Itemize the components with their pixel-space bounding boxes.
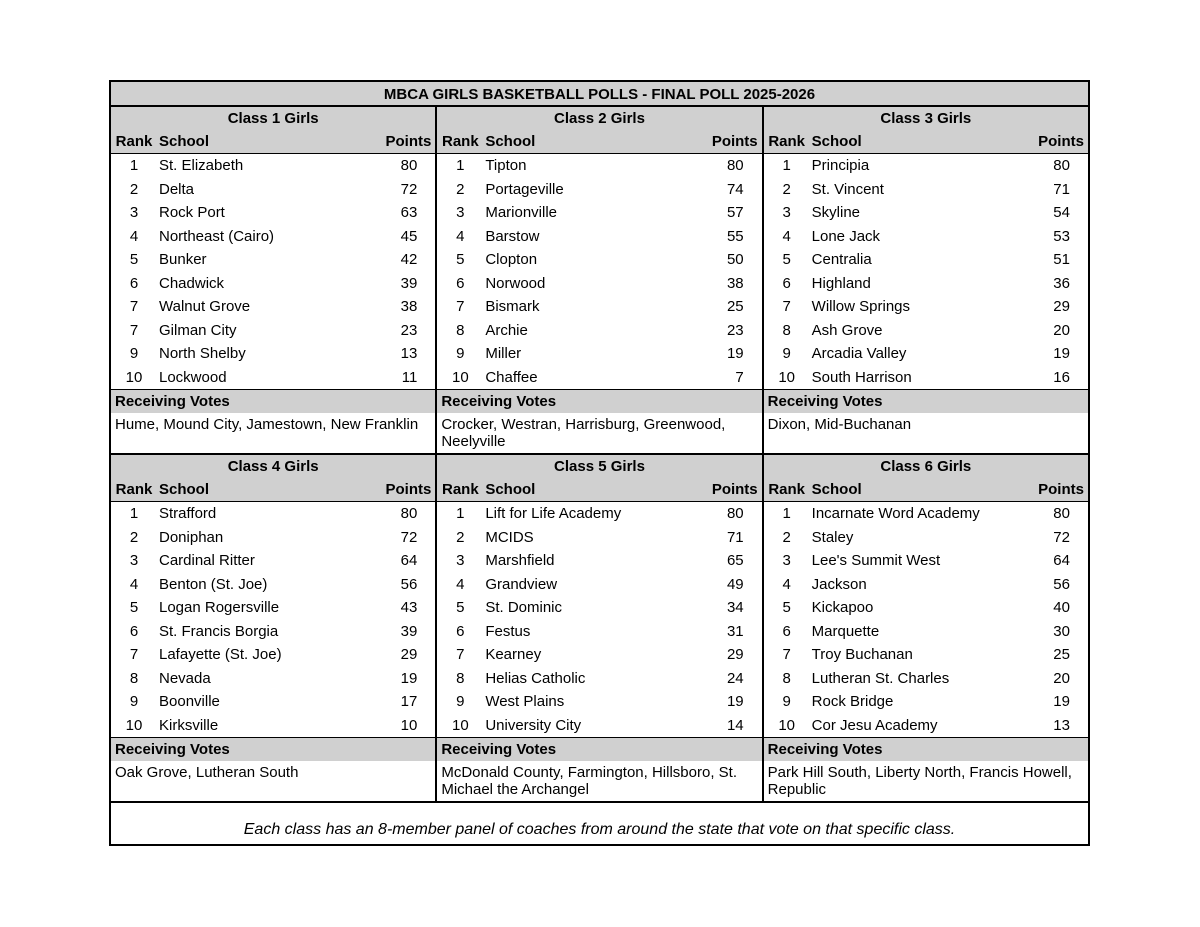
ranking-row [111, 596, 435, 620]
points-cell: 54 [1053, 204, 1070, 221]
ranking-row [111, 366, 435, 390]
points-cell: 10 [400, 716, 418, 734]
points-cell: 19 [1053, 345, 1070, 362]
column-header [764, 130, 1088, 154]
school-cell: Arcadia Valley [811, 345, 907, 362]
ranking-row [764, 620, 1088, 644]
ranking-row [111, 526, 435, 550]
rank-cell: 7 [456, 298, 465, 315]
school-cell: Lutheran St. Charles [811, 669, 950, 687]
rank-cell: 3 [782, 204, 791, 221]
ranking-row [764, 643, 1088, 667]
rank-cell: 2 [456, 528, 465, 546]
ranking-row [111, 225, 435, 249]
class-column [437, 455, 763, 801]
school-cell: Lafayette (St. Joe) [159, 646, 282, 663]
school-header: School [485, 133, 536, 150]
school-header: School [159, 481, 210, 498]
ranking-row [764, 690, 1088, 714]
points-cell: 49 [726, 575, 744, 593]
ranking-row [111, 667, 435, 691]
class-title: Class 4 Girls [111, 455, 435, 478]
class-title: Class 5 Girls [437, 455, 761, 478]
rank-cell: 6 [456, 622, 465, 640]
ranking-row [764, 248, 1088, 272]
points-cell: 40 [1053, 599, 1070, 616]
ranking-row [111, 342, 435, 366]
school-cell: Grandview [485, 575, 558, 593]
points-cell: 23 [400, 321, 418, 339]
ranking-row [111, 620, 435, 644]
points-header: Points [385, 133, 432, 150]
rank-cell: 9 [456, 345, 465, 362]
receiving-votes-list: McDonald County, Farmington, Hillsboro, St. Michael the Archangel [441, 764, 737, 798]
school-header: School [811, 481, 862, 498]
rank-cell: 7 [129, 646, 139, 663]
poll-title: MBCA GIRLS BASKETBALL POLLS - FINAL POLL 2025-2026 [111, 82, 1088, 107]
school-header: School [159, 133, 210, 150]
rank-cell: 10 [778, 716, 795, 734]
points-cell: 34 [726, 599, 744, 616]
school-cell: Bismark [485, 298, 540, 315]
points-cell: 64 [1053, 552, 1070, 569]
rank-cell: 1 [782, 505, 791, 522]
rank-cell: 4 [129, 227, 139, 245]
rank-cell: 4 [782, 575, 791, 593]
school-cell: Lockwood [159, 368, 227, 386]
receiving-votes-label: Receiving Votes [111, 389, 435, 413]
ranking-row [437, 154, 761, 178]
ranking-row [764, 549, 1088, 573]
school-cell: South Harrison [811, 368, 912, 386]
school-cell: St. Dominic [485, 599, 563, 616]
points-cell: 80 [1053, 157, 1070, 174]
points-cell: 39 [400, 274, 418, 292]
class-title: Class 2 Girls [437, 107, 761, 130]
ranking-row [111, 502, 435, 526]
points-cell: 55 [726, 227, 744, 245]
points-header: Points [385, 481, 432, 498]
points-cell: 25 [726, 298, 744, 315]
points-cell: 80 [400, 157, 418, 174]
points-cell: 72 [400, 180, 418, 198]
school-cell: Incarnate Word Academy [811, 505, 980, 522]
points-cell: 64 [400, 552, 418, 569]
points-cell: 71 [1053, 180, 1070, 198]
points-cell: 57 [726, 204, 744, 221]
rank-header: Rank [115, 133, 153, 150]
points-cell: 13 [1053, 716, 1070, 734]
rank-cell: 10 [125, 368, 143, 386]
ranking-row [111, 714, 435, 738]
points-cell: 29 [726, 646, 744, 663]
rank-cell: 9 [782, 693, 791, 710]
rank-cell: 7 [782, 298, 791, 315]
rank-cell: 10 [778, 368, 795, 386]
school-cell: Kirksville [159, 716, 219, 734]
ranking-row [111, 248, 435, 272]
points-header: Points [1038, 481, 1084, 498]
points-cell: 56 [400, 575, 418, 593]
points-cell: 71 [726, 528, 744, 546]
school-cell: Bunker [159, 251, 207, 268]
column-header [437, 478, 761, 502]
rank-cell: 8 [129, 669, 139, 687]
ranking-row [111, 154, 435, 178]
rank-cell: 9 [456, 693, 465, 710]
points-cell: 72 [400, 528, 418, 546]
points-cell: 43 [400, 599, 418, 616]
school-cell: Barstow [485, 227, 540, 245]
points-cell: 11 [401, 368, 418, 386]
school-cell: Lone Jack [811, 227, 881, 245]
school-cell: Delta [159, 180, 195, 198]
ranking-row [764, 272, 1088, 296]
ranking-row [764, 526, 1088, 550]
points-header: Points [711, 133, 758, 150]
ranking-row [111, 690, 435, 714]
school-cell: University City [485, 716, 582, 734]
rank-cell: 10 [451, 716, 469, 734]
school-cell: Cardinal Ritter [159, 552, 255, 569]
rank-cell: 6 [456, 274, 465, 292]
school-cell: Troy Buchanan [811, 646, 913, 663]
points-cell: 20 [1053, 669, 1070, 687]
ranking-row [764, 573, 1088, 597]
class-title: Class 1 Girls [111, 107, 435, 130]
rank-cell: 3 [782, 552, 791, 569]
ranking-row [764, 178, 1088, 202]
rank-cell: 8 [782, 321, 791, 339]
school-cell: Cor Jesu Academy [811, 716, 938, 734]
school-cell: Staley [811, 528, 854, 546]
points-cell: 50 [726, 251, 744, 268]
points-cell: 30 [1053, 622, 1070, 640]
school-cell: Norwood [485, 274, 546, 292]
rank-cell: 1 [782, 157, 791, 174]
rank-cell: 6 [129, 274, 139, 292]
school-cell: Lift for Life Academy [485, 505, 622, 522]
school-cell: Logan Rogersville [159, 599, 280, 616]
points-cell: 38 [726, 274, 744, 292]
column-header [111, 130, 435, 154]
school-cell: Chaffee [485, 368, 538, 386]
rank-cell: 3 [129, 204, 139, 221]
rank-cell: 8 [782, 669, 791, 687]
ranking-row [437, 248, 761, 272]
school-cell: Highland [811, 274, 871, 292]
rank-cell: 5 [129, 251, 139, 268]
class-title: Class 3 Girls [764, 107, 1088, 130]
rank-header: Rank [115, 481, 153, 498]
ranking-row [437, 690, 761, 714]
points-header: Points [711, 481, 758, 498]
ranking-row [764, 596, 1088, 620]
points-cell: 14 [726, 716, 744, 734]
ranking-row [764, 366, 1088, 390]
ranking-row [111, 549, 435, 573]
rank-cell: 5 [129, 599, 139, 616]
rank-cell: 2 [782, 180, 791, 198]
receiving-votes-list: Dixon, Mid-Buchanan [767, 416, 912, 433]
column-header [437, 130, 761, 154]
points-cell: 7 [735, 368, 744, 386]
ranking-row [437, 667, 761, 691]
rank-cell: 8 [456, 321, 465, 339]
ranking-row [764, 319, 1088, 343]
receiving-votes-label: Receiving Votes [111, 737, 435, 761]
rank-cell: 4 [782, 227, 791, 245]
receiving-votes-list: Hume, Mound City, Jamestown, New Franklin [115, 416, 419, 433]
class-column [437, 107, 763, 453]
rank-cell: 5 [456, 599, 465, 616]
ranking-row [437, 502, 761, 526]
school-cell: Gilman City [159, 321, 237, 339]
school-header: School [485, 481, 536, 498]
ranking-row [437, 342, 761, 366]
school-cell: Clopton [485, 251, 538, 268]
points-cell: 56 [1053, 575, 1070, 593]
points-cell: 72 [1053, 528, 1070, 546]
rank-cell: 1 [129, 157, 139, 174]
points-cell: 19 [1053, 693, 1070, 710]
school-cell: Kickapoo [811, 599, 874, 616]
rank-cell: 1 [456, 505, 465, 522]
class-column [111, 107, 437, 453]
rank-cell: 8 [456, 669, 465, 687]
rank-cell: 5 [782, 599, 791, 616]
points-cell: 24 [726, 669, 744, 687]
school-cell: West Plains [485, 693, 565, 710]
ranking-row [437, 573, 761, 597]
points-cell: 29 [400, 646, 418, 663]
rank-cell: 6 [782, 274, 791, 292]
school-cell: St. Elizabeth [159, 157, 244, 174]
ranking-row [764, 154, 1088, 178]
rank-cell: 10 [125, 716, 143, 734]
rank-cell: 9 [782, 345, 791, 362]
rank-cell: 5 [782, 251, 791, 268]
ranking-row [764, 225, 1088, 249]
rank-header: Rank [768, 133, 805, 150]
points-cell: 53 [1053, 227, 1070, 245]
points-cell: 65 [726, 552, 744, 569]
school-cell: Skyline [811, 204, 861, 221]
rank-cell: 2 [456, 180, 465, 198]
rank-cell: 6 [782, 622, 791, 640]
classes-row-2 [111, 455, 1088, 803]
school-cell: Rock Port [159, 204, 225, 221]
ranking-row [764, 201, 1088, 225]
ranking-row [437, 620, 761, 644]
rank-cell: 1 [456, 157, 465, 174]
points-cell: 19 [726, 693, 744, 710]
ranking-row [437, 643, 761, 667]
receiving-votes-label: Receiving Votes [764, 737, 1088, 761]
ranking-row [437, 225, 761, 249]
school-cell: Doniphan [159, 528, 224, 546]
points-cell: 13 [400, 345, 418, 362]
rank-cell: 2 [129, 528, 139, 546]
points-cell: 39 [400, 622, 418, 640]
rank-cell: 3 [456, 204, 465, 221]
receiving-votes-list: Crocker, Westran, Harrisburg, Greenwood, Neelyville [441, 416, 726, 450]
rank-header: Rank [441, 133, 479, 150]
ranking-row [111, 178, 435, 202]
rank-cell: 3 [129, 552, 139, 569]
ranking-row [437, 366, 761, 390]
school-cell: Archie [485, 321, 528, 339]
ranking-row [111, 201, 435, 225]
classes-row-1 [111, 107, 1088, 455]
points-cell: 80 [726, 505, 744, 522]
class-column [764, 107, 1088, 453]
ranking-row [437, 201, 761, 225]
school-cell: Rock Bridge [811, 693, 894, 710]
points-cell: 25 [1053, 646, 1070, 663]
class-title: Class 6 Girls [764, 455, 1088, 478]
rank-cell: 7 [782, 646, 791, 663]
rank-cell: 9 [129, 693, 139, 710]
receiving-votes-label: Receiving Votes [764, 389, 1088, 413]
rank-cell: 5 [456, 251, 465, 268]
points-cell: 80 [726, 157, 744, 174]
ranking-row [437, 272, 761, 296]
school-cell: Walnut Grove [159, 298, 251, 315]
receiving-votes-list: Park Hill South, Liberty North, Francis Howell, Republic [767, 764, 1072, 798]
ranking-row [437, 714, 761, 738]
class-column [111, 455, 437, 801]
school-cell: Tipton [485, 157, 527, 174]
school-cell: St. Vincent [811, 180, 884, 198]
school-cell: Lee's Summit West [811, 552, 941, 569]
ranking-row [437, 178, 761, 202]
school-cell: MCIDS [485, 528, 534, 546]
points-cell: 63 [400, 204, 418, 221]
school-header: School [811, 133, 862, 150]
rank-cell: 4 [456, 227, 465, 245]
poll-table [109, 80, 1090, 846]
ranking-row [764, 667, 1088, 691]
rank-cell: 4 [129, 575, 139, 593]
points-cell: 19 [726, 345, 744, 362]
rank-header: Rank [441, 481, 479, 498]
rank-cell: 4 [456, 575, 465, 593]
points-cell: 29 [1053, 298, 1070, 315]
ranking-row [764, 342, 1088, 366]
ranking-row [437, 319, 761, 343]
rank-cell: 2 [129, 180, 139, 198]
school-cell: Willow Springs [811, 298, 911, 315]
school-cell: North Shelby [159, 345, 246, 362]
points-cell: 80 [1053, 505, 1070, 522]
rank-cell: 1 [129, 505, 139, 522]
school-cell: Marquette [811, 622, 880, 640]
school-cell: Nevada [159, 669, 211, 687]
points-cell: 17 [400, 693, 418, 710]
column-header [111, 478, 435, 502]
school-cell: Northeast (Cairo) [159, 227, 275, 245]
rank-header: Rank [768, 481, 805, 498]
rank-cell: 10 [451, 368, 469, 386]
points-cell: 36 [1053, 274, 1070, 292]
points-cell: 19 [400, 669, 418, 687]
rank-cell: 3 [456, 552, 465, 569]
school-cell: Portageville [485, 180, 564, 198]
school-cell: St. Francis Borgia [159, 622, 279, 640]
ranking-row [437, 596, 761, 620]
points-cell: 23 [726, 321, 744, 339]
receiving-votes-label: Receiving Votes [437, 389, 761, 413]
school-cell: Strafford [159, 505, 217, 522]
rank-cell: 2 [782, 528, 791, 546]
points-cell: 42 [400, 251, 418, 268]
school-cell: Principia [811, 157, 870, 174]
school-cell: Marshfield [485, 552, 555, 569]
rank-cell: 7 [456, 646, 465, 663]
receiving-votes-label: Receiving Votes [437, 737, 761, 761]
points-cell: 16 [1053, 368, 1070, 386]
points-header: Points [1038, 133, 1084, 150]
school-cell: Benton (St. Joe) [159, 575, 268, 593]
ranking-row [437, 295, 761, 319]
receiving-votes-list: Oak Grove, Lutheran South [115, 764, 299, 781]
column-header [764, 478, 1088, 502]
points-cell: 51 [1053, 251, 1070, 268]
school-cell: Kearney [485, 646, 542, 663]
ranking-row [111, 295, 435, 319]
rank-cell: 9 [129, 345, 139, 362]
school-cell: Chadwick [159, 274, 225, 292]
rank-cell: 7 [129, 321, 139, 339]
footer-note: Each class has an 8-member panel of coaches from around the state that vote on that specific class. [243, 821, 956, 838]
class-column [764, 455, 1088, 801]
school-cell: Centralia [811, 251, 872, 268]
school-cell: Miller [485, 345, 522, 362]
points-cell: 38 [400, 298, 418, 315]
points-cell: 20 [1053, 321, 1070, 339]
ranking-row [764, 295, 1088, 319]
ranking-row [111, 319, 435, 343]
school-cell: Boonville [159, 693, 220, 710]
school-cell: Ash Grove [811, 321, 883, 339]
rank-cell: 7 [129, 298, 139, 315]
rank-cell: 6 [129, 622, 139, 640]
ranking-row [437, 549, 761, 573]
points-cell: 31 [726, 622, 744, 640]
school-cell: Festus [485, 622, 531, 640]
ranking-row [437, 526, 761, 550]
school-cell: Helias Catholic [485, 669, 586, 687]
ranking-row [764, 502, 1088, 526]
ranking-row [111, 573, 435, 597]
points-cell: 74 [726, 180, 744, 198]
school-cell: Marionville [485, 204, 558, 221]
points-cell: 45 [400, 227, 418, 245]
ranking-row [111, 643, 435, 667]
ranking-row [764, 714, 1088, 738]
school-cell: Jackson [811, 575, 867, 593]
points-cell: 80 [400, 505, 418, 522]
ranking-row [111, 272, 435, 296]
